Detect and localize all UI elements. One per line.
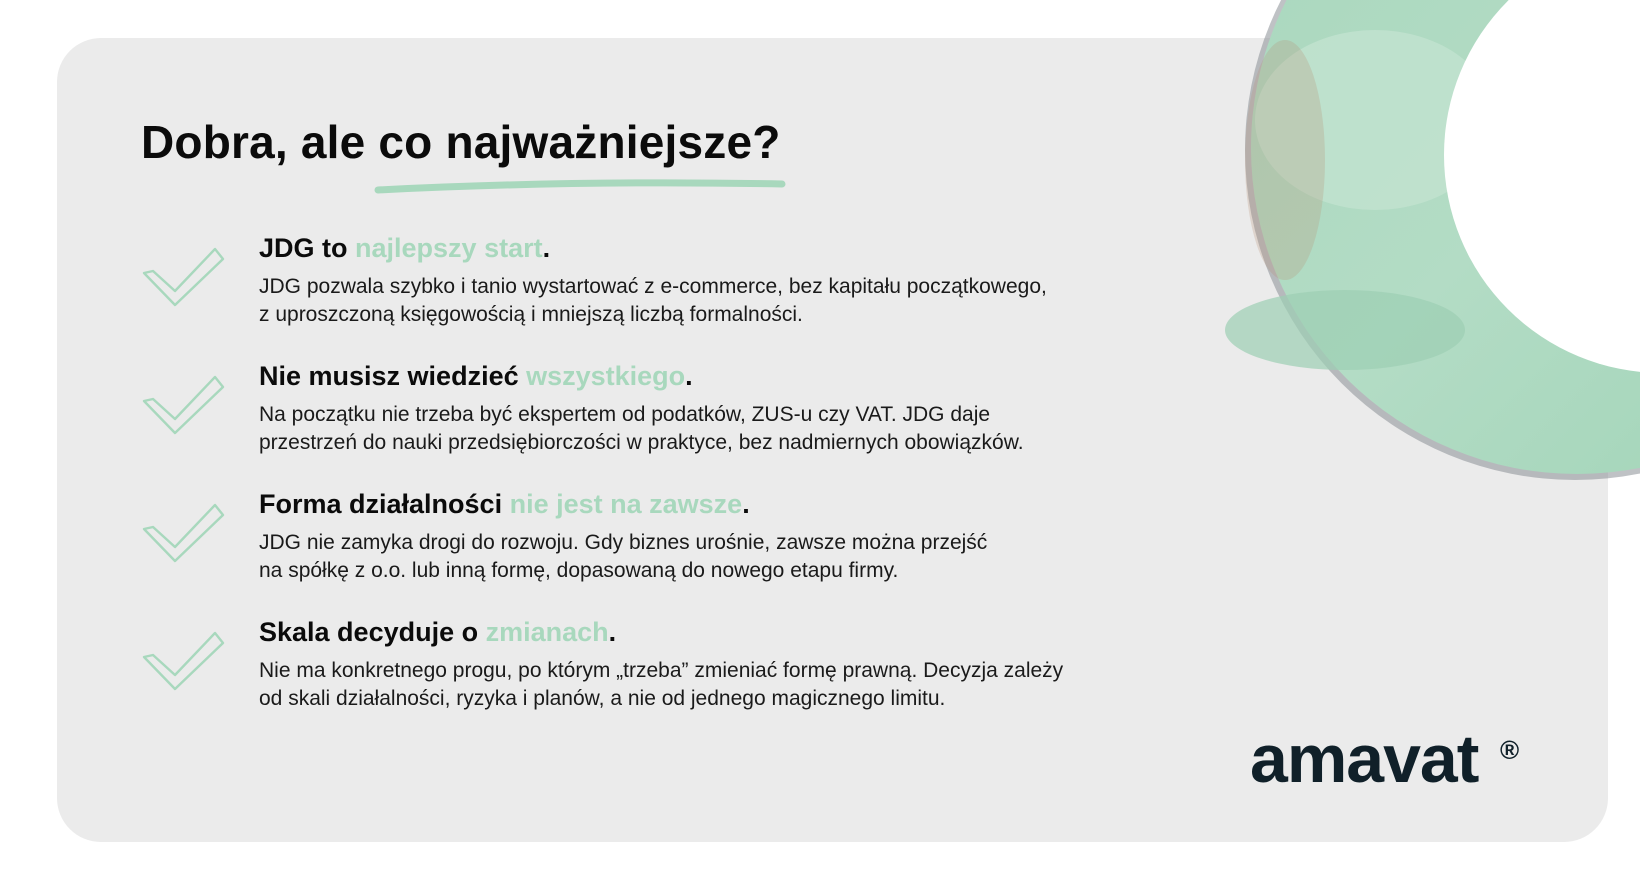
item-title xyxy=(259,233,550,264)
item-description xyxy=(259,657,1219,713)
item-description-line: JDG nie zamyka drogi do rozwoju. Gdy biznes urośnie, zawsze można przejść xyxy=(259,531,988,554)
item-title-highlight: najlepszy start xyxy=(355,233,543,263)
item-description-line: z uproszczoną księgowością i mniejszą liczbą formalności. xyxy=(259,303,803,326)
item-title-text: Forma działalności xyxy=(259,489,510,519)
item-description-line: Nie ma konkretnego progu, po którym „trzeba” zmieniać formę prawną. Decyzja zależy xyxy=(259,659,1064,682)
item-title-end: . xyxy=(608,617,617,647)
item-title-highlight: zmianach xyxy=(485,617,609,647)
item-title xyxy=(259,617,616,648)
item-description-line: od skali działalności, ryzyka i planów, a nie od jednego magicznego limitu. xyxy=(259,687,946,710)
registered-mark: ® xyxy=(1500,735,1520,765)
item-description xyxy=(259,401,1219,457)
item-title-end: . xyxy=(542,233,551,263)
item-description-line: przestrzeń do nauki przedsiębiorczości w praktyce, bez nadmiernych obowiązków. xyxy=(259,431,1024,454)
item-title xyxy=(259,489,750,520)
item-description-line: JDG pozwala szybko i tanio wystartować z e-commerce, bez kapitału początkowego, xyxy=(259,275,1047,298)
page-title: Dobra, ale co najważniejsze? xyxy=(141,116,781,168)
decorative-photo-ring xyxy=(1225,0,1640,566)
item-description-line: na spółkę z o.o. lub inną formę, dopasowaną do nowego etapu firmy. xyxy=(259,559,899,582)
item-title-text: Skala decyduje o xyxy=(259,617,486,647)
title-underline xyxy=(374,176,786,196)
item-description xyxy=(259,529,1219,585)
item-title-highlight: nie jest na zawsze xyxy=(509,489,743,519)
item-title-end: . xyxy=(742,489,750,519)
item-title-highlight: wszystkiego xyxy=(526,361,686,391)
check-icon xyxy=(141,371,227,437)
item-title-end: . xyxy=(685,361,693,391)
item-title-text: JDG to xyxy=(259,233,356,263)
item-description-line: Na początku nie trzeba być ekspertem od podatków, ZUS-u czy VAT. JDG daje xyxy=(259,403,991,426)
brand-logo: amavat xyxy=(1250,721,1479,797)
check-icon xyxy=(141,243,227,309)
check-icon xyxy=(141,499,227,565)
item-title xyxy=(259,361,693,392)
item-description xyxy=(259,273,1219,329)
check-icon xyxy=(141,627,227,693)
item-title-text: Nie musisz wiedzieć xyxy=(259,361,527,391)
